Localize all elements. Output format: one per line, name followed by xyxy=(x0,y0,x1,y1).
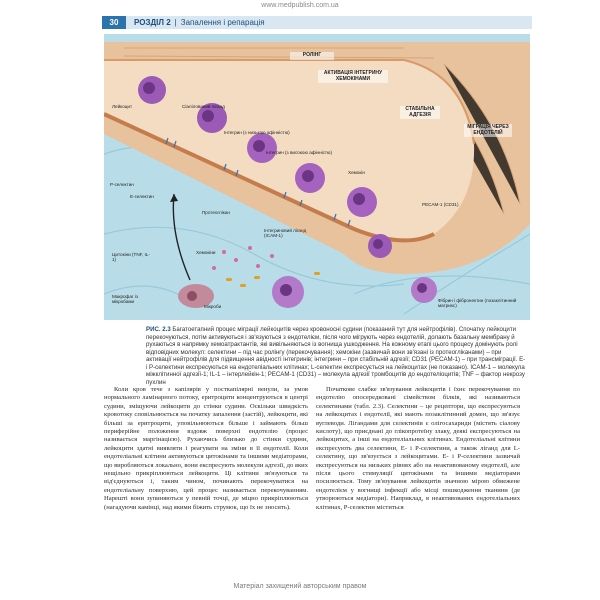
label-chemokine: Хемокін xyxy=(348,170,365,175)
stage-activation: АКТИВАЦІЯ ІНТЕГРИНУ ХЕМОКІНАМИ xyxy=(318,70,388,83)
label-fibrin: Фібрин і фібронектин (позаклітинний матрикс) xyxy=(438,298,517,309)
chapter-title: Запалення і репарація xyxy=(180,18,265,27)
leukocyte-cell-6 xyxy=(368,234,392,258)
label-proteoglycan: Протеоглікан xyxy=(202,210,230,215)
leukocyte-migrated-2 xyxy=(411,277,437,303)
label-leukocyte: Лейкоцит xyxy=(112,104,133,109)
label-integrin-high: Інтегрин (з високою афінністю) xyxy=(266,150,333,155)
copyright-footer: Матеріал захищений авторським правом xyxy=(233,583,367,590)
caption-text: Багатоетапний процес міграції лейкоцитів через кровоносні судини (показаний тут для нейтрофілів). Спочатку лейкоцити перекочуються, потім активуються і зв'язуються з ендотелієм, після чого мігрують через ендотелій, долають базальну мембрану й рухаються в напрямку хемоатрактантів, які вивільняються із вогнища ушкодження. На кожному етапі цього процесу домінують ролі відповідних молекул: селектини – під час ролінгу (перекочування); хемокіни (зазвичай вони зв'язані із протеогліканами) – при активації нейтрофілів для підвищення авідності інтегринів; інтегрини – при стабільній адгезії; CD31 (PECAM-1) – при трансміграції. Е- і Р-селектини експресуються на ендотеліальних клітинах; L-селектин експресується на лейкоцитах (не показано). ICAM-1 – молекула міжклітинної адгезії-1; IL-1 – інтерлейкін-1; PECAM-1 (CD31) – молекула адгезії тромбоцитів до ендотеліоцитів; TNF – фактор некрозу пухлин xyxy=(146,326,526,386)
header-separator: | xyxy=(174,18,177,27)
body-column-left xyxy=(104,386,308,512)
left-paragraph: Коли кров тече з капілярів у посткапілярні венули, за умов нормального ламінарного потоку, еритроцити концентруються в центрі судини, зміщуючи лейкоцити до стінки судини. Оскільки швидкість кровотоку сповільнюється на початку запалення (застій), лейкоцити, які більші за еритроцити, уповільнюються більше і займають більш периферійне положення вздовж поверхні ендотелію (процес називається маргінацією). Рухаючись близько до стінки судини, лейкоцити здатні виявляти і реагувати на зміни в її ендотелії. Коли ендотеліальні клітини активуються цитокінами та іншими медіаторами, що виробляються локально, вони експресують молекули адгезії, до яких нещільно прикріплюються лейкоцити. Ці клітини зв'язуються та від'єднуються і, таким чином, починають перекочуватися на ендотеліальну поверхню, цей процес називається перекочуванням. Нарешті вони зупиняються у певній точці, де міцно прикріплюються (нагадуючи камінці, над якими біжить струмок, що їх не зносить). xyxy=(104,386,308,511)
leukocyte-cell-5 xyxy=(347,187,377,217)
leukocyte-cell-1 xyxy=(138,76,166,104)
site-url[interactable]: www.medpublish.com.ua xyxy=(261,2,339,9)
label-p-selectin: Р-селектин xyxy=(110,182,134,187)
figure-caption xyxy=(146,326,526,386)
label-cytokines: Цитокіни (TNF, IL-1) xyxy=(112,252,150,263)
leukocyte-cell-3 xyxy=(247,133,277,163)
label-sialyl-ligand: Сіалілований ліганд xyxy=(182,104,225,109)
page-number: 30 xyxy=(102,16,126,29)
label-pecam: PECAM-1 (CD31) xyxy=(422,202,459,207)
label-macrophage: Макрофаг із мікробами xyxy=(112,294,138,305)
body-column-right xyxy=(316,386,520,512)
figure-illustration xyxy=(104,34,530,320)
caption-label: РИС. 2.3 xyxy=(146,326,171,333)
label-e-selectin: Е-селектин xyxy=(130,194,154,199)
right-paragraph: Початкове слабке зв'язування лейкоцитів і їхнє перекочування по ендотелію опосередковані сімейством білків, які називаються селектинами (табл. 2.3). Селектини – це рецептори, що експресуються на лейкоцитах і ендотелії, які мають позаклітинний домен, що зв'язує вуглеводи. Лігандами для селектинів є олігосахариди (містять сіалову кислоту), що приєднані до глікопротеїну злаку, деякі експресуються на лейкоцитах, а інші на ендотеліальних клітинах. Ендотеліальні клітини експресують два селектини, Е- і Р-селектини, а також ліганд для L-селектину, що зв'язується з лейкоцитами. Е- і Р-селектини зазвичай експресуються на низьких рівнях або на неактивованому ендотелії, але після цього стимуляції цитокінами та іншими медіаторами посилюється. Тому зв'язування лейкоцитів значною мірою обмежене ендотелієм у вогнищі інфекції або місці пошкодження тканини (де утворюються медіатори). Наприклад, в неактивованих ендотеліальних клітинах, Р-селектин міститься xyxy=(316,386,520,511)
leukocyte-cell-4 xyxy=(295,163,325,193)
leukocyte-migrated-1 xyxy=(272,276,304,308)
page-header xyxy=(102,16,532,29)
label-integrin-ligand: Інтегриновий ліганд (ICAM-1) xyxy=(264,228,307,239)
stage-rolling: РОЛІНГ xyxy=(290,52,334,60)
stage-stable-adhesion: СТАБІЛЬНА АДГЕЗІЯ xyxy=(400,106,440,119)
label-microbes: Мікроби xyxy=(204,304,222,309)
section-label: РОЗДІЛ 2 xyxy=(134,18,171,27)
label-chemokines: Хемокіни xyxy=(196,250,216,255)
stage-migration: МІГРАЦІЯ ЧЕРЕЗ ЕНДОТЕЛІЙ xyxy=(464,124,512,137)
leukocyte-migration-figure xyxy=(104,34,530,320)
label-integrin-low: Інтегрин (з низькою афінністю) xyxy=(224,130,290,135)
